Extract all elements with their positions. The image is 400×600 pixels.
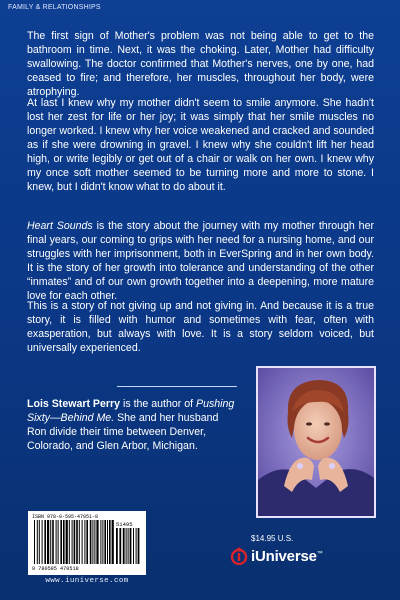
- barcode-bar: [58, 520, 59, 564]
- barcode-bar: [66, 520, 68, 564]
- price-label: $14.95 U.S.: [251, 534, 294, 543]
- barcode-bar: [112, 520, 114, 564]
- barcode-bar: [90, 520, 92, 564]
- barcode-bar: [82, 520, 83, 564]
- barcode-bar: [42, 520, 43, 564]
- paragraph-3-text: is the story about the journey with my mother through her final years, our coming to grips with her need for a nursing home, and our struggles with her imprisonment, both in EverSpring and in her own body. It is the story of her growth into tolerance and understanding of the other “inmates” and of our own growth together into a deepening, more mature love for each other.: [27, 220, 374, 302]
- publisher-url: www.iuniverse.com: [45, 577, 129, 585]
- other-book-title: Pushing Sixty—Behind Me.: [27, 398, 235, 424]
- author-bio: [27, 397, 237, 453]
- barcode-bar: [63, 520, 65, 564]
- addon-bar: [126, 528, 127, 564]
- author-portrait-image: [258, 368, 374, 516]
- paragraph-4: This is a story of not giving up and not giving in. And because it is a true story, it is filled with humor and sometimes with fear, often with exasperation, but always with love. It is a story seldom voiced, but universally experienced.: [27, 300, 374, 354]
- addon-bar: [130, 528, 132, 564]
- barcode-bar: [102, 520, 103, 564]
- addon-bar: [136, 528, 137, 564]
- barcode-bar: [52, 520, 54, 564]
- barcode-bar: [104, 520, 106, 564]
- barcode-bar: [92, 520, 93, 564]
- barcode-bar: [94, 520, 95, 564]
- author-photo: [256, 366, 376, 518]
- bio-text-1: is the author of: [120, 398, 196, 410]
- book-title: Heart Sounds: [27, 220, 93, 232]
- barcode-bar: [109, 520, 111, 564]
- barcode-bar: [47, 520, 49, 564]
- publisher-logo: [230, 544, 323, 568]
- isbn-label: ISBN 978-0-595-47051-8: [32, 514, 99, 520]
- barcode-bar: [100, 520, 101, 564]
- price-code-text: 51495: [116, 521, 133, 528]
- barcode-bar: [69, 520, 70, 564]
- paragraph-2: At last I knew why my mother didn't seem to smile anymore. She hadn't lost her zest for life or her joy; it was simply that her smile muscles no longer worked. I knew why her voice weakened and cracked and sounded as if she were drowning in gravel. I knew why she couldn't lift her head high, or write legibly or get out of a chair or walk on her own. I knew why my once soft mother seemed to be turning more and more to stone. I knew, but I didn't know what to do about it.: [27, 97, 374, 193]
- addon-bar: [123, 528, 125, 564]
- category-label: FAMILY & RELATIONSHIPS: [8, 4, 101, 11]
- author-name: Lois Stewart Perry: [27, 398, 121, 410]
- addon-bar: [133, 528, 134, 564]
- barcode-bar: [50, 520, 51, 564]
- barcode: [28, 511, 146, 575]
- barcode-bar: [76, 520, 78, 564]
- bio-text-2: She and her husband Ron divide their time between Denver, Colorado, and Glen Arbor, Michigan.: [27, 412, 219, 452]
- barcode-bar: [84, 520, 85, 564]
- barcode-bars: [32, 520, 142, 566]
- barcode-bar: [44, 520, 46, 564]
- publisher-name: iUniverse™: [251, 547, 323, 565]
- barcode-bar: [39, 520, 40, 564]
- barcode-bar: [60, 520, 62, 564]
- barcode-bar: [86, 520, 88, 564]
- divider: [117, 386, 237, 387]
- addon-bar: [116, 528, 118, 564]
- addon-bar: [119, 528, 121, 564]
- addon-bar: [128, 528, 129, 564]
- barcode-bar: [34, 520, 35, 564]
- barcode-bar: [56, 520, 57, 564]
- addon-bar: [138, 528, 140, 564]
- barcode-bar: [74, 520, 76, 564]
- barcode-bar: [96, 520, 98, 564]
- barcode-bar: [72, 520, 73, 564]
- barcode-digits: 9 780595 470518: [32, 566, 79, 572]
- iuniverse-logo-icon: [230, 547, 248, 565]
- barcode-bar: [107, 520, 108, 564]
- publisher-name-text: iUniverse: [251, 547, 317, 565]
- paragraph-1: The first sign of Mother's problem was not being able to get to the bathroom in time. Next, it was the choking. Later, Mother had difficulty swallowing. The doctor confirmed that Mother's nerves, one by one, had ceased to fire; and therefore, her muscles, throughout her body, were atrophying.: [27, 30, 374, 98]
- barcode-bar: [37, 520, 38, 564]
- paragraph-3: [27, 219, 374, 303]
- barcode-bar: [79, 520, 80, 564]
